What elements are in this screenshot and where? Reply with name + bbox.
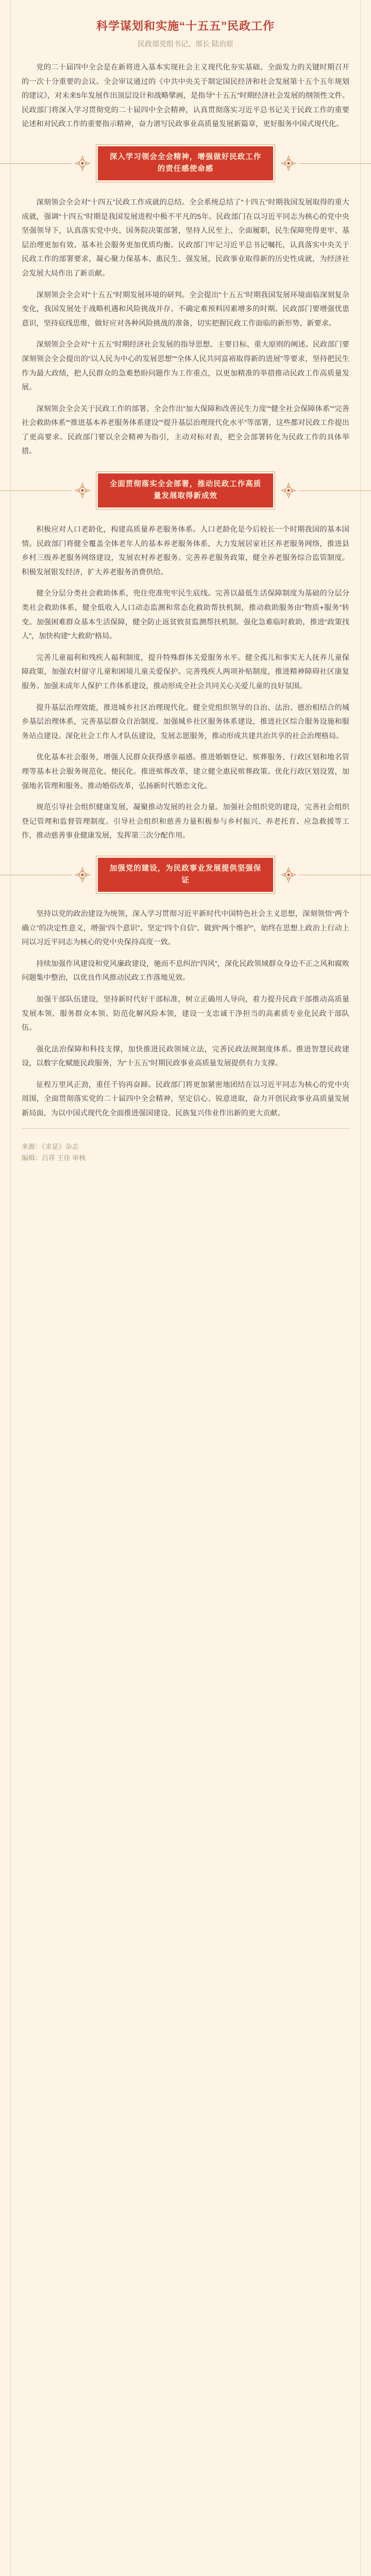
body-paragraph: 深刻领会全会对“十四五”民政工作成就的总结。全会系统总结了“十四五”时期我国发展取得的重大成就，强调“十四五”时期是我国发展进程中极不平凡的5年。民政部门在以习近平同志为核心的党中央坚强领导下，认真落实党中央、国务院决策部署，坚持人民至上、全面履职，民生保障兜得更牢、基层治理更加有效、基本社会服务更加优质均衡。民政部门牢记习近平总书记嘱托，认真落实中央关于民政工作的部署要求，凝心聚力保基本、惠民生、强发展，民政事业取得新的历史性成就，为经济社会发展大局作出了新贡献。 xyxy=(22,198,349,278)
body-paragraph: 深刻领会全会对“十五五”时期经济社会发展的指导思想、主要目标、重大原则的阐述。民政部门要深刻领会全会提出的“以人民为中心的发展思想”“全体人民共同富裕取得新的进展”等要求，坚持把民生作为最大政绩，把人民群众的急难愁盼问题作为工作重点，以更加精准的举措推动民政工作高质量发展。 xyxy=(22,341,349,392)
body-paragraph: 提升基层治理效能，推进城乡社区治理现代化。健全党组织领导的自治、法治、德治相结合的城乡基层治理体系，完善基层群众自治制度。加强城乡社区服务体系建设，推进社区综合服务设施和服务站点建设。深化社会工作人才队伍建设，发展志愿服务，推动形成共建共治共享的社会治理格局。 xyxy=(22,703,349,740)
top-border xyxy=(10,0,361,10)
article-title: 科学谋划和实施“十五五”民政工作 xyxy=(96,20,275,32)
body-paragraph: 征程万里风正劲，重任千钧再奋蹄。民政部门将更加紧密地团结在以习近平同志为核心的党中央周围，全面贯彻落实党的二十届四中全会精神，坚定信心、锐意进取，奋力开创民政事业高质量发展新局面，为以中国式现代化全面推进强国建设、民族复兴伟业作出新的更大贡献。 xyxy=(22,1080,349,1118)
body-paragraph: 加强干部队伍建设，坚持新时代好干部标准，树立正确用人导向，着力提升民政干部推动高质量发展本领、服务群众本领、防范化解风险本领，建设一支忠诚干净担当的高素质专业化民政干部队伍。 xyxy=(22,995,349,1032)
section-heading xyxy=(98,473,273,507)
right-page-rule xyxy=(360,0,361,2576)
heading-rule-right xyxy=(299,163,371,164)
heading-rule-left xyxy=(0,490,72,491)
body-paragraph: 规范引导社会组织健康发展，凝聚推动发展的社会力量。加强社会组织党的建设，完善社会组织登记管理和监督管理制度。引导社会组织和慈善力量积极参与乡村振兴、养老托育、应急救援等工作，推动慈善事业健康发展，发挥第三次分配作用。 xyxy=(22,803,349,840)
article-byline: 民政部党组书记、部长 陆治原 xyxy=(138,40,233,48)
heading-rule-right xyxy=(299,490,371,491)
footer-editor: 编辑：吕祥 王佳 审核 xyxy=(22,1154,86,1162)
section-heading-text: 深入学习领会全会精神，增强做好民政工作的责任感使命感 xyxy=(109,152,262,173)
body-paragraph: 坚持以党的政治建设为统领，深入学习贯彻习近平新时代中国特色社会主义思想，深刻领悟“两个确立”的决定性意义，增强“四个意识”、坚定“四个自信”、做到“两个维护”，始终在思想上政治上行动上同以习近平同志为核心的党中央保持高度一致。 xyxy=(22,909,349,947)
body-paragraph: 完善儿童福利和残疾人福利制度，提升特殊群体关爱服务水平。健全孤儿和事实无人抚养儿童保障政策，加强农村留守儿童和困境儿童关爱保护。完善残疾人两项补贴制度，推进精神障碍社区康复服务。加强未成年人保护工作体系建设，推动形成全社会共同关心关爱儿童的良好氛围。 xyxy=(22,653,349,690)
title-block xyxy=(0,10,371,56)
body-paragraph: 强化法治保障和科技支撑，加快推进民政领域立法，完善民政法规制度体系。推进智慧民政建设，以数字化赋能民政服务，为“十五五”时期民政事业高质量发展提供有力支撑。 xyxy=(22,1045,349,1068)
section-heading-text: 全面贯彻落实全会部署，推动民政工作高质量发展取得新成效 xyxy=(109,480,262,501)
body-paragraph: 深刻领会全会对“十五五”时期发展环境的研判。全会提出“十五五”时期我国发展环境面临深刻复杂变化，我国发展处于战略机遇和风险挑战并存、不确定难预料因素增多的时期。民政部门要增强忧患意识，坚持底线思维，做好应对各种风险挑战的准备，切实把握民政工作面临的新形势、新要求。 xyxy=(22,291,349,328)
section-heading xyxy=(98,146,273,180)
article-footer xyxy=(22,1141,349,1164)
body-paragraph: 积极应对人口老龄化，构建高质量养老服务体系。人口老龄化是今后较长一个时期我国的基本国情。民政部门将健全覆盖全体老年人的基本养老服务体系，大力发展居家社区养老服务网络，推进县乡村三级养老服务网络建设，发展农村养老服务。完善养老服务政策，健全养老服务综合监管制度。积极发展银发经济，扩大养老服务消费供给。 xyxy=(22,526,349,577)
heading-rule-left xyxy=(0,163,72,164)
ornament-icon xyxy=(73,481,92,500)
section-heading-text: 加强党的建设，为民政事业发展提供坚强保证 xyxy=(109,864,262,885)
ornament-icon xyxy=(279,481,298,500)
body-paragraph: 健全分层分类社会救助体系，兜住兜准兜牢民生底线。完善以最低生活保障制度为基础的分层分类社会救助体系，健全低收入人口动态监测和常态化救助帮扶机制，推动救助服务由“物质+服务”转变。加强困难群众基本生活保障，健全防止返贫致贫监测帮扶机制。强化急难临时救助，推进“政策找人”，加快构建“大救助”格局。 xyxy=(22,589,349,641)
article-content xyxy=(0,56,371,1184)
body-paragraph: 持续加强作风建设和党风廉政建设，驰而不息纠治“四风”，深化民政领域群众身边不正之风和腐败问题集中整治，以优良作风推动民政工作落地见效。 xyxy=(22,959,349,982)
body-paragraph: 优化基本社会服务，增强人民群众获得感幸福感。推进婚姻登记、殡葬服务、行政区划和地名管理等基本社会服务规范化、便民化。推进殡葬改革，建立健全惠民殡葬政策。优化行政区划设置，加强地名管理和服务。推动婚俗改革，弘扬新时代婚恋文化。 xyxy=(22,753,349,790)
ornament-icon xyxy=(279,866,298,884)
ornament-icon xyxy=(73,154,92,173)
ornament-icon xyxy=(73,866,92,884)
footer-divider xyxy=(22,1128,349,1129)
body-paragraph: 深刻领会全会关于民政工作的部署。全会作出“加大保障和改善民生力度”“健全社会保障体系”“完善社会救助体系”“推进基本养老服务体系建设”“提升基层治理现代化水平”等部署，这些都对民政工作提出了更高要求。民政部门要以全会精神为指引，主动对标对表，把全会部署转化为民政工作的具体举措。 xyxy=(22,404,349,456)
section-heading xyxy=(98,858,273,892)
footer-source: 来源：《求是》杂志 xyxy=(22,1142,79,1150)
body-paragraph: 党的二十届四中全会是在新将进入基本实现社会主义现代化夯实基础、全面发力的关键时期召开的一次十分重要的会议。全会审议通过的《中共中央关于制定国民经济和社会发展第十五个五年规划的建议》，对未来5年发展作出顶层设计和战略擘画，是指导“十五五”时期经济社会发展的纲领性文件。民政部门将深入学习贯彻党的二十届四中全会精神，认真贯彻落实习近平总书记关于民政工作的重要论述和对民政工作的重要指示精神，奋力谱写民政事业高质量发展新篇章，更好服务中国式现代化。 xyxy=(22,63,349,129)
left-page-rule xyxy=(10,0,11,2576)
ornament-icon xyxy=(279,154,298,173)
